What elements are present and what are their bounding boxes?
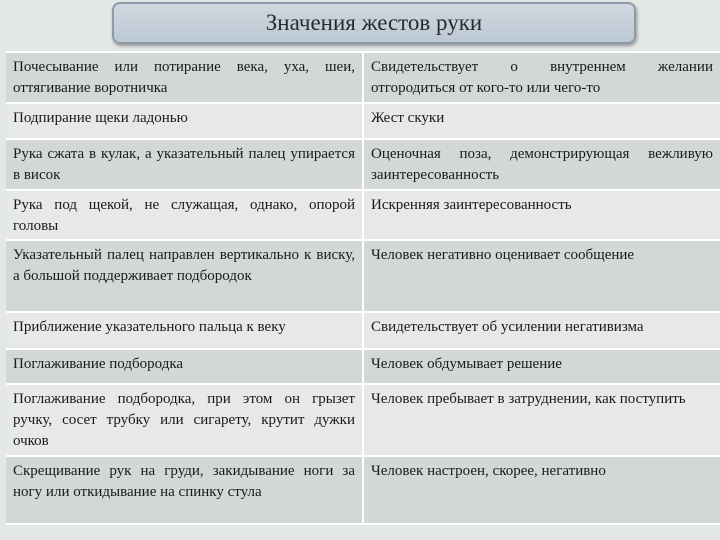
- meaning-cell: Человек негативно оценивает сообщение: [371, 247, 635, 263]
- page-title: Значения жестов руки: [265, 10, 483, 35]
- meaning-cell: Жест скуки: [371, 110, 445, 126]
- meaning-cell: Человек настроен, скорее, негативно: [371, 463, 606, 479]
- meaning-cell: Человек обдумывает решение: [371, 356, 562, 372]
- table-row: [6, 457, 720, 525]
- meaning-cell: Человек пребывает в затруднении, как поступить: [371, 391, 686, 407]
- title-banner: [112, 2, 636, 44]
- table-row: [6, 104, 720, 140]
- meaning-cell: Свидетельствует об усилении негативизма: [371, 319, 644, 335]
- gesture-cell: Скрещивание рук на груди, закидывание ноги за ногу или откидывание на спинку стула: [6, 457, 364, 523]
- gesture-cell: Приближение указательного пальца к веку: [6, 313, 364, 348]
- table-row: [6, 53, 720, 104]
- table-row: [6, 313, 720, 350]
- gesture-cell: Почесывание или потирание века, уха, шеи, оттягивание воротничка: [6, 53, 364, 102]
- meaning-cell: Свидетельствует о внутреннем желании отгородиться от кого-то или чего-то: [371, 59, 713, 96]
- gesture-cell: Рука под щекой, не служащая, однако, опорой головы: [6, 191, 364, 239]
- gesture-cell: Поглаживание подбородка: [6, 350, 364, 383]
- gesture-cell: Подпирание щеки ладонью: [6, 104, 364, 138]
- table-row: [6, 191, 720, 241]
- meaning-cell: Оценочная поза, демонстрирующая вежливую заинтересованность: [371, 146, 713, 183]
- gesture-cell: Рука сжата в кулак, а указательный палец упирается в висок: [6, 140, 364, 189]
- gesture-cell: Указательный палец направлен вертикально к виску, а большой поддерживает подбородок: [6, 241, 364, 311]
- table-row: [6, 140, 720, 191]
- table-row: [6, 385, 720, 457]
- table-row: [6, 241, 720, 313]
- gesture-cell: Поглаживание подбородка, при этом он грызет ручку, сосет трубку или сигарету, крутит дужки очков: [6, 385, 364, 455]
- table-row: [6, 350, 720, 385]
- meaning-cell: Искренняя заинтересованность: [371, 197, 572, 213]
- gesture-table: [6, 51, 720, 525]
